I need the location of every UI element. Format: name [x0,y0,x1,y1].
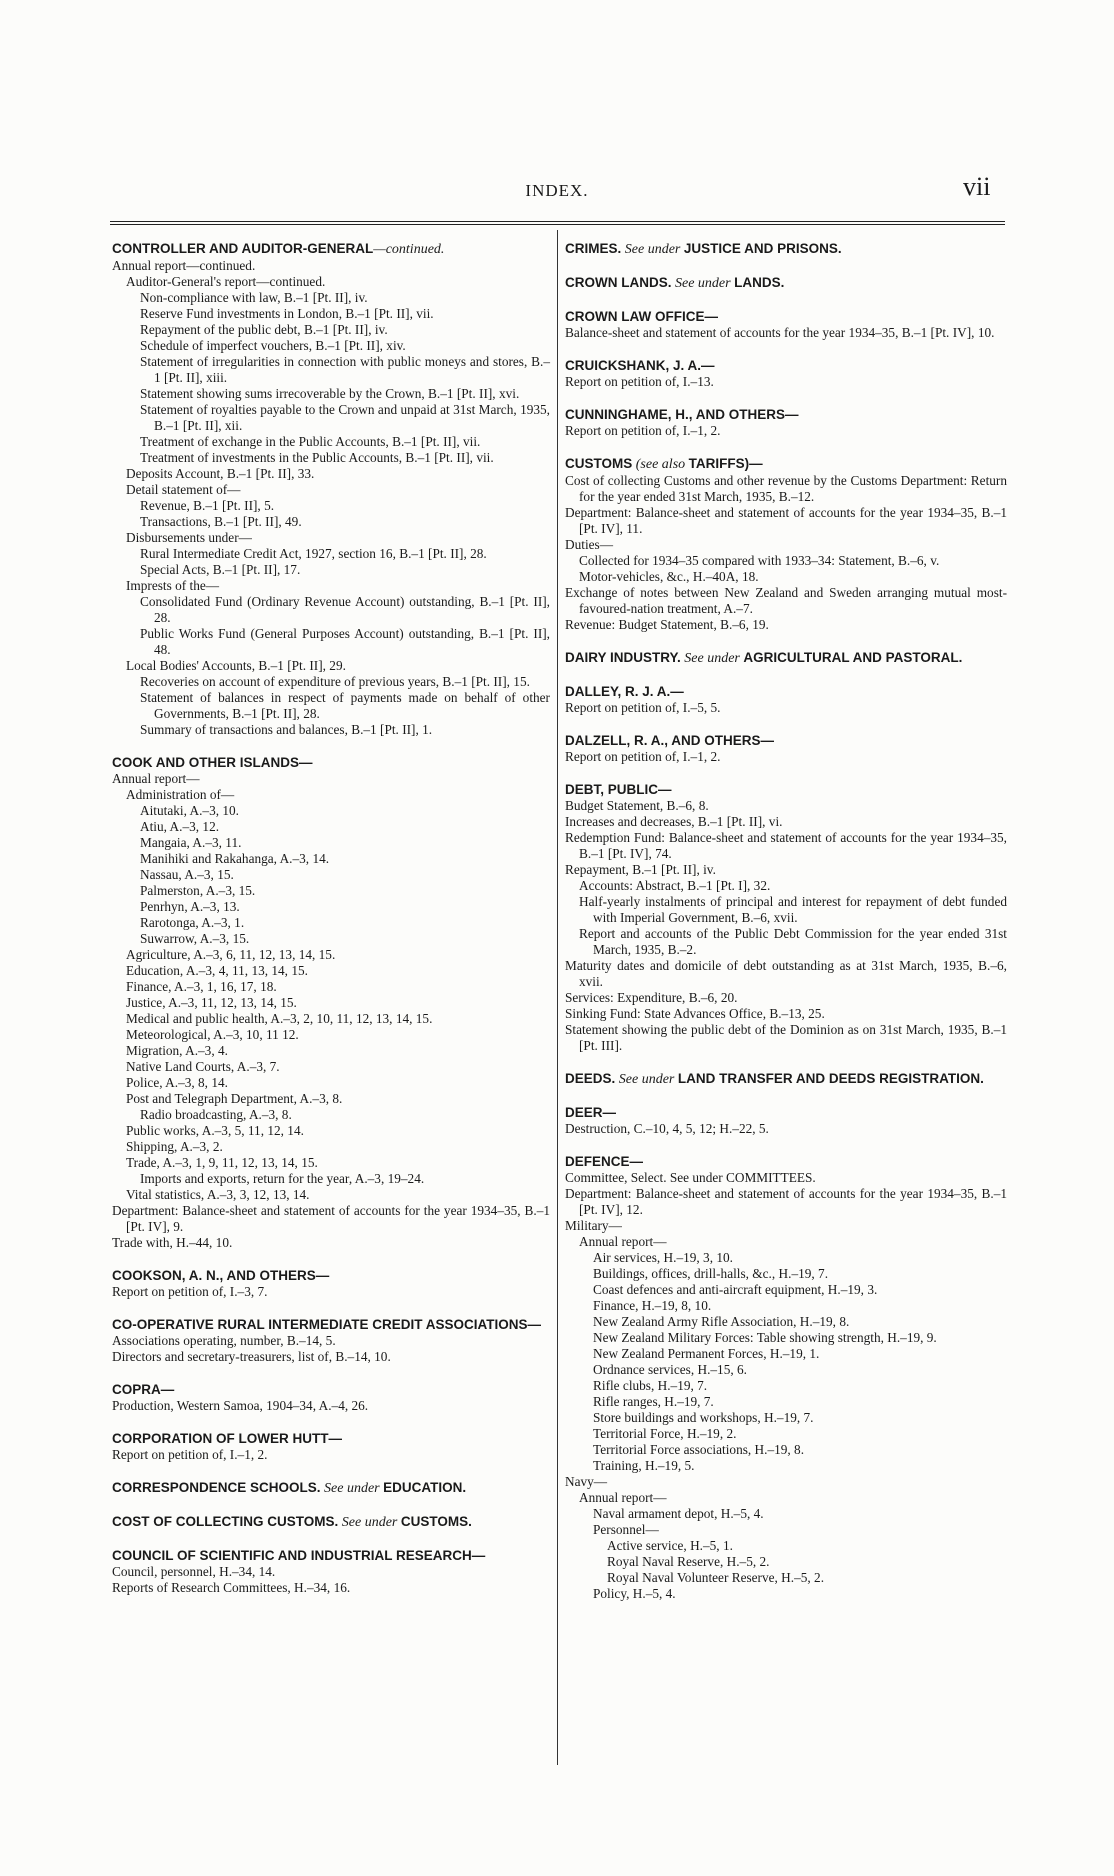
index-subentry: Report on petition of, I.–1, 2. [565,423,721,438]
index-subentry: Finance, A.–3, 1, 16, 17, 18. [126,979,277,994]
entry-heading-text: CORRESPONDENCE SCHOOLS. [112,1480,321,1495]
index-subentry: Shipping, A.–3, 2. [126,1139,223,1154]
index-subentry: Increases and decreases, B.–1 [Pt. II], vi. [565,814,783,829]
header-rule-double [110,224,1005,225]
cross-reference-phrase: (see also [632,457,689,472]
index-entry-cruickshank-j-a [565,357,1007,390]
index-subentry: Meteorological, A.–3, 10, 11 12. [126,1027,299,1042]
index-subentry: Non-compliance with law, B.–1 [Pt. II], iv. [140,290,368,305]
index-subentry: Reserve Fund investments in London, B.–1 [Pt. II], vii. [140,306,434,321]
index-subentry: Report and accounts of the Public Debt Commission for the year ended 31st March, 1935, B.–2. [579,926,1007,957]
index-subentry: Reports of Research Committees, H.–34, 16. [112,1580,351,1595]
index-subentry: Territorial Force associations, H.–19, 8. [593,1442,805,1457]
index-subentry: Revenue: Budget Statement, B.–6, 19. [565,617,769,632]
index-subentry: Report on petition of, I.–1, 2. [112,1447,268,1462]
index-subentry: Special Acts, B.–1 [Pt. II], 17. [140,562,301,577]
index-subentry: Redemption Fund: Balance-sheet and statement of accounts for the year 1934–35, B.–1 [Pt. IV], 74. [565,830,1007,861]
index-subentry: Vital statistics, A.–3, 3, 12, 13, 14. [126,1187,310,1202]
entry-heading [565,1104,1007,1121]
page-number: vii [963,172,991,201]
index-subentry: Annual report—continued. [112,258,256,273]
index-subentry: Schedule of imperfect vouchers, B.–1 [Pt. II], xiv. [140,338,406,353]
index-entry-controller-and-auditor-general [112,240,550,738]
entry-heading [565,240,1007,258]
index-subentry: New Zealand Permanent Forces, H.–19, 1. [593,1346,820,1361]
index-subentry: Statement of irregularities in connection with public moneys and stores, B.–1 [Pt. II], xiii. [140,354,550,385]
index-entry-defence [565,1153,1007,1602]
index-subentry: Rarotonga, A.–3, 1. [140,915,245,930]
index-subentry: Motor-vehicles, &c., H.–40A, 18. [579,569,759,584]
index-subentry: Sinking Fund: State Advances Office, B.–13, 25. [565,1006,825,1021]
entry-heading [112,1316,550,1333]
index-subentry: Department: Balance-sheet and statement of accounts for the year 1934–35, B.–1 [Pt. IV], 9. [112,1203,550,1234]
index-subentry: Rural Intermediate Credit Act, 1927, section 16, B.–1 [Pt. II], 28. [140,546,487,561]
index-entry-dairy-industry [565,649,1007,667]
index-subentry: Trade with, H.–44, 10. [112,1235,233,1250]
index-subentry: Repayment, B.–1 [Pt. II], iv. [565,862,716,877]
index-subentry: Report on petition of, I.–13. [565,374,714,389]
cross-reference-phrase: See under [621,242,684,257]
entry-heading [565,455,1007,473]
index-subentry: Imports and exports, return for the year, A.–3, 19–24. [140,1171,425,1186]
index-entry-crown-law-office [565,308,1007,341]
entry-heading-text: CUNNINGHAME, H., AND OTHERS— [565,407,799,422]
index-subentry: Mangaia, A.–3, 11. [140,835,242,850]
index-subentry: Naval armament depot, H.–5, 4. [593,1506,764,1521]
index-subentry: Statement showing the public debt of the Dominion as on 31st March, 1935, B.–1 [Pt. III]. [565,1022,1007,1053]
index-entry-correspondence-schools [112,1479,550,1497]
index-subentry: Annual report— [579,1490,667,1505]
index-subentry: Department: Balance-sheet and statement of accounts for the year 1934–35, B.–1 [Pt. IV], 12. [565,1186,1007,1217]
cross-reference-target: TARIFFS)— [688,456,763,471]
index-subentry: Statement of balances in respect of payments made on behalf of other Governments, B.–1 [Pt. II], 28. [140,690,550,721]
entry-heading [112,1267,550,1284]
index-subentry: Native Land Courts, A.–3, 7. [126,1059,280,1074]
entry-heading-text: DALZELL, R. A., AND OTHERS— [565,733,774,748]
cross-reference-phrase: See under [671,276,735,291]
index-subentry: New Zealand Military Forces: Table showing strength, H.–19, 9. [593,1330,937,1345]
index-subentry: Medical and public health, A.–3, 2, 10, 11, 12, 13, 14, 15. [126,1011,433,1026]
index-subentry: Associations operating, number, B.–14, 5. [112,1333,336,1348]
index-subentry: Cost of collecting Customs and other revenue by the Customs Department: Return for the year ended 31st March, 1935, B.–12. [565,473,1007,504]
cross-reference-phrase: See under [680,651,744,666]
index-subentry: Store buildings and workshops, H.–19, 7. [593,1410,814,1425]
index-subentry: Collected for 1934–35 compared with 1933–34: Statement, B.–6, v. [579,553,940,568]
entry-heading-text: COOK AND OTHER ISLANDS— [112,755,313,770]
index-subentry: Council, personnel, H.–34, 14. [112,1564,276,1579]
index-entry-deeds [565,1070,1007,1088]
index-subentry: Training, H.–19, 5. [593,1458,695,1473]
index-entry-co-operative-rural-intermediate-credit-associations [112,1316,550,1365]
entry-heading [112,1479,550,1497]
entry-heading-text: CROWN LANDS. [565,275,672,290]
entry-heading [565,357,1007,374]
entry-heading-text: DEEDS. [565,1071,616,1086]
index-subentry: Accounts: Abstract, B.–1 [Pt. I], 32. [579,878,771,893]
index-subentry: Exchange of notes between New Zealand and Sweden arranging mutual most-favoured-nation treatment, A.–7. [565,585,1007,616]
index-entry-cost-of-collecting-customs [112,1513,550,1531]
cross-reference-target: CUSTOMS. [400,1514,472,1529]
entry-heading-text: COPRA— [112,1382,175,1397]
column-divider [557,230,558,1765]
entry-heading [565,732,1007,749]
index-subentry: Royal Naval Reserve, H.–5, 2. [607,1554,770,1569]
index-subentry: Justice, A.–3, 11, 12, 13, 14, 15. [126,995,297,1010]
entry-heading-text: CRIMES. [565,241,622,256]
entry-heading-text: COST OF COLLECTING CUSTOMS. [112,1514,339,1529]
index-subentry: Ordnance services, H.–15, 6. [593,1362,747,1377]
index-subentry: Transactions, B.–1 [Pt. II], 49. [140,514,302,529]
index-subentry: Manihiki and Rakahanga, A.–3, 14. [140,851,330,866]
entry-heading-text: CONTROLLER AND AUDITOR-GENERAL [112,241,374,256]
cross-reference-phrase: See under [338,1515,401,1530]
index-subentry: New Zealand Army Rifle Association, H.–19, 8. [593,1314,850,1329]
index-subentry: Military— [565,1218,622,1233]
entry-heading [565,406,1007,423]
index-subentry: Penrhyn, A.–3, 13. [140,899,240,914]
right-column [565,240,1007,1618]
index-subentry: Disbursements under— [126,530,252,545]
index-subentry: Detail statement of— [126,482,241,497]
index-entry-crimes [565,240,1007,258]
entry-heading [112,240,550,258]
index-subentry: Budget Statement, B.–6, 8. [565,798,709,813]
index-subentry: Consolidated Fund (Ordinary Revenue Account) outstanding, B.–1 [Pt. II], 28. [140,594,550,625]
index-subentry: Air services, H.–19, 3, 10. [593,1250,733,1265]
index-subentry: Public works, A.–3, 5, 11, 12, 14. [126,1123,304,1138]
entry-heading-text: DEFENCE— [565,1154,644,1169]
index-subentry: Production, Western Samoa, 1904–34, A.–4, 26. [112,1398,369,1413]
index-subentry: Report on petition of, I.–1, 2. [565,749,721,764]
index-subentry: Recoveries on account of expenditure of previous years, B.–1 [Pt. II], 15. [140,674,530,689]
cross-reference-phrase: See under [615,1072,678,1087]
index-subentry: Royal Naval Volunteer Reserve, H.–5, 2. [607,1570,825,1585]
index-subentry: Repayment of the public debt, B.–1 [Pt. II], iv. [140,322,388,337]
index-entry-corporation-of-lower-hutt [112,1430,550,1463]
index-subentry: Navy— [565,1474,608,1489]
index-subentry: Directors and secretary-treasurers, list of, B.–14, 10. [112,1349,391,1364]
index-subentry: Revenue, B.–1 [Pt. II], 5. [140,498,275,513]
index-subentry: Deposits Account, B.–1 [Pt. II], 33. [126,466,315,481]
index-entry-debt-public [565,781,1007,1054]
index-subentry: Buildings, offices, drill-halls, &c., H.–19, 7. [593,1266,829,1281]
index-subentry: Rifle ranges, H.–19, 7. [593,1394,714,1409]
index-subentry: Suwarrow, A.–3, 15. [140,931,250,946]
entry-heading-text: DEBT, PUBLIC— [565,782,672,797]
entry-heading-text: CRUICKSHANK, J. A.— [565,358,715,373]
cross-reference-phrase: See under [320,1481,384,1496]
index-subentry: Policy, H.–5, 4. [593,1586,676,1601]
index-subentry: Police, A.–3, 8, 14. [126,1075,228,1090]
index-subentry: Active service, H.–5, 1. [607,1538,733,1553]
index-subentry: Summary of transactions and balances, B.–1 [Pt. II], 1. [140,722,433,737]
cross-reference-phrase: —continued. [373,242,445,257]
index-entry-dalley-r-j-a [565,683,1007,716]
index-subentry: Services: Expenditure, B.–6, 20. [565,990,738,1005]
index-subentry: Local Bodies' Accounts, B.–1 [Pt. II], 29. [126,658,346,673]
index-subentry: Aitutaki, A.–3, 10. [140,803,239,818]
index-entry-deer [565,1104,1007,1137]
index-subentry: Agriculture, A.–3, 6, 11, 12, 13, 14, 15. [126,947,336,962]
entry-heading [565,1153,1007,1170]
entry-heading [565,308,1007,325]
index-subentry: Duties— [565,537,614,552]
index-entry-dalzell-r-a-and-others [565,732,1007,765]
cross-reference-target: LAND TRANSFER AND DEEDS REGISTRATION. [677,1071,984,1086]
index-subentry: Palmerston, A.–3, 15. [140,883,256,898]
index-entry-council-of-scientific-and-industrial-research [112,1547,550,1596]
index-subentry: Report on petition of, I.–3, 7. [112,1284,268,1299]
cross-reference-target: JUSTICE AND PRISONS. [683,241,842,256]
cross-reference-target: LANDS. [734,275,785,290]
page-header-title: INDEX. [525,181,589,200]
index-subentry: Radio broadcasting, A.–3, 8. [140,1107,292,1122]
entry-heading-text: CORPORATION OF LOWER HUTT— [112,1431,342,1446]
index-subentry: Treatment of investments in the Public Accounts, B.–1 [Pt. II], vii. [140,450,494,465]
entry-heading-text: DAIRY INDUSTRY. [565,650,681,665]
index-subentry: Administration of— [126,787,235,802]
index-entry-crown-lands [565,274,1007,292]
index-subentry: Annual report— [579,1234,667,1249]
entry-heading-text: CUSTOMS [565,456,633,471]
cross-reference-target: AGRICULTURAL AND PASTORAL. [743,650,963,665]
header-rule [110,221,1005,222]
entry-heading [112,1430,550,1447]
index-subentry: Annual report— [112,771,200,786]
index-subentry: Statement of royalties payable to the Crown and unpaid at 31st March, 1935, B.–1 [Pt. II], xii. [140,402,550,433]
index-subentry: Personnel— [593,1522,659,1537]
index-subentry: Post and Telegraph Department, A.–3, 8. [126,1091,343,1106]
index-subentry: Coast defences and anti-aircraft equipment, H.–19, 3. [593,1282,878,1297]
index-subentry: Rifle clubs, H.–19, 7. [593,1378,708,1393]
index-subentry: Auditor-General's report—continued. [126,274,326,289]
entry-heading-text: DEER— [565,1105,617,1120]
index-subentry: Atiu, A.–3, 12. [140,819,220,834]
index-entry-cunninghame-h-and-others [565,406,1007,439]
index-subentry: Imprests of the— [126,578,220,593]
index-entry-copra [112,1381,550,1414]
index-subentry: Destruction, C.–10, 4, 5, 12; H.–22, 5. [565,1121,769,1136]
entry-heading-text: CO-OPERATIVE RURAL INTERMEDIATE CREDIT ASSOCIATIONS— [112,1317,542,1332]
left-column [112,240,550,1612]
entry-heading [565,1070,1007,1088]
cross-reference-target: EDUCATION. [383,1480,467,1495]
index-subentry: Balance-sheet and statement of accounts for the year 1934–35, B.–1 [Pt. IV], 10. [565,325,995,340]
index-subentry: Half-yearly instalments of principal and interest for repayment of debt funded with Imperial Government, B.–6, xvii. [579,894,1007,925]
index-subentry: Statement showing sums irrecoverable by the Crown, B.–1 [Pt. II], xvi. [140,386,520,401]
index-entry-cookson-a-n-and-others [112,1267,550,1300]
index-subentry: Public Works Fund (General Purposes Account) outstanding, B.–1 [Pt. II], 48. [140,626,550,657]
entry-heading [565,683,1007,700]
index-entry-cook-and-other-islands [112,754,550,1251]
index-subentry: Education, A.–3, 4, 11, 13, 14, 15. [126,963,308,978]
entry-heading [112,1381,550,1398]
index-subentry: Finance, H.–19, 8, 10. [593,1298,712,1313]
entry-heading [112,754,550,771]
index-subentry: Migration, A.–3, 4. [126,1043,228,1058]
entry-heading-text: DALLEY, R. J. A.— [565,684,684,699]
index-subentry: Nassau, A.–3, 15. [140,867,234,882]
entry-heading-text: COUNCIL OF SCIENTIFIC AND INDUSTRIAL RESEARCH— [112,1548,486,1563]
index-subentry: Treatment of exchange in the Public Accounts, B.–1 [Pt. II], vii. [140,434,481,449]
index-subentry: Maturity dates and domicile of debt outstanding as at 31st March, 1935, B.–6, xvii. [565,958,1007,989]
entry-heading [565,274,1007,292]
index-subentry: Territorial Force, H.–19, 2. [593,1426,737,1441]
entry-heading-text: CROWN LAW OFFICE— [565,309,718,324]
entry-heading-text: COOKSON, A. N., AND OTHERS— [112,1268,330,1283]
entry-heading [112,1547,550,1564]
index-entry-customs [565,455,1007,633]
entry-heading [565,781,1007,798]
index-subentry: Committee, Select. See under COMMITTEES. [565,1170,816,1185]
index-subentry: Department: Balance-sheet and statement of accounts for the year 1934–35, B.–1 [Pt. IV], 11. [565,505,1007,536]
entry-heading [112,1513,550,1531]
index-subentry: Report on petition of, I.–5, 5. [565,700,721,715]
index-subentry: Trade, A.–3, 1, 9, 11, 12, 13, 14, 15. [126,1155,318,1170]
entry-heading [565,649,1007,667]
